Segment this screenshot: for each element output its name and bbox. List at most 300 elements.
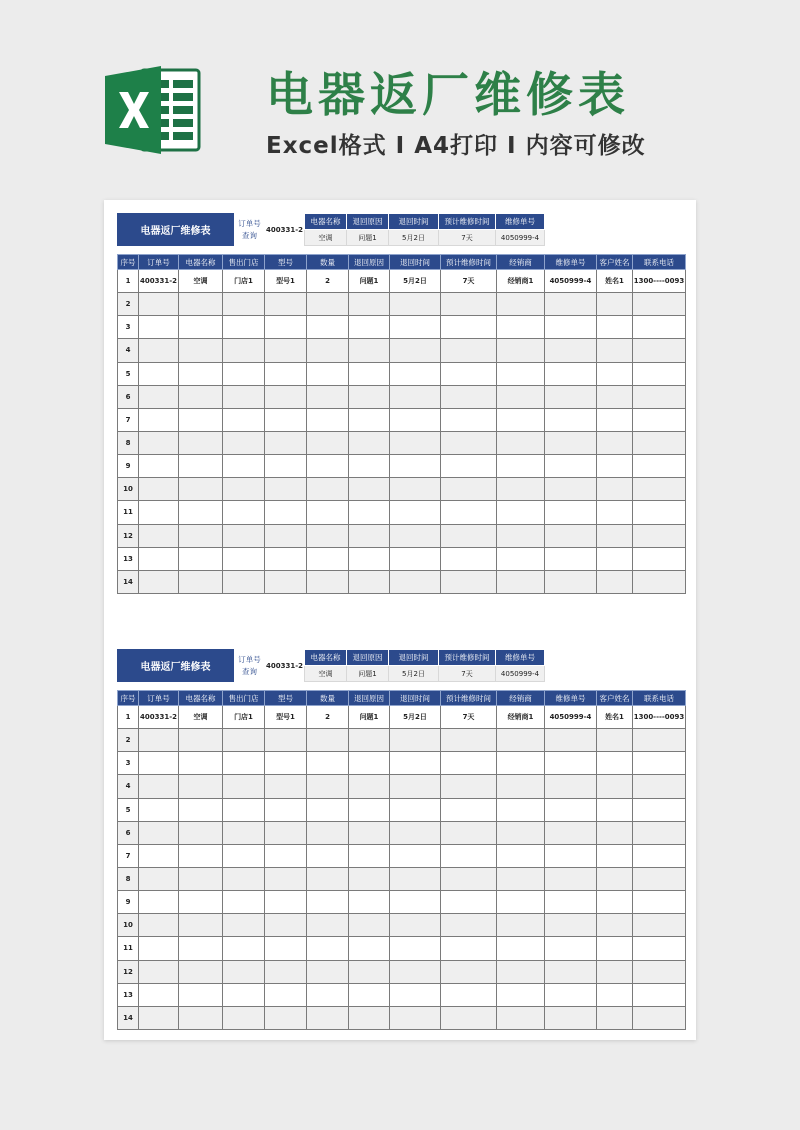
table-cell[interactable] bbox=[633, 408, 686, 431]
table-cell[interactable] bbox=[223, 478, 265, 501]
table-cell[interactable] bbox=[390, 570, 441, 593]
table-cell[interactable] bbox=[265, 867, 307, 890]
table-cell[interactable] bbox=[349, 937, 390, 960]
table-cell[interactable] bbox=[597, 408, 633, 431]
table-cell[interactable] bbox=[633, 798, 686, 821]
table-cell[interactable] bbox=[597, 867, 633, 890]
table-cell[interactable] bbox=[223, 983, 265, 1006]
table-cell[interactable] bbox=[497, 501, 545, 524]
table-cell[interactable] bbox=[307, 891, 349, 914]
table-cell[interactable] bbox=[265, 455, 307, 478]
table-cell[interactable] bbox=[223, 1006, 265, 1029]
table-cell[interactable] bbox=[497, 570, 545, 593]
table-cell[interactable] bbox=[307, 362, 349, 385]
table-cell[interactable] bbox=[441, 798, 497, 821]
table-cell[interactable] bbox=[223, 408, 265, 431]
table-cell[interactable]: 姓名1 bbox=[597, 270, 633, 293]
table-cell[interactable] bbox=[390, 524, 441, 547]
table-cell[interactable] bbox=[349, 547, 390, 570]
table-cell[interactable] bbox=[265, 431, 307, 454]
table-cell[interactable] bbox=[179, 821, 223, 844]
table-cell[interactable] bbox=[545, 960, 597, 983]
table-cell[interactable] bbox=[179, 293, 223, 316]
table-cell[interactable] bbox=[441, 478, 497, 501]
table-cell[interactable] bbox=[179, 524, 223, 547]
table-cell[interactable] bbox=[497, 316, 545, 339]
table-cell[interactable] bbox=[179, 914, 223, 937]
order-query-input[interactable]: 400331-2 bbox=[265, 213, 304, 246]
table-cell[interactable] bbox=[633, 570, 686, 593]
table-cell[interactable] bbox=[223, 431, 265, 454]
table-cell[interactable]: 经销商1 bbox=[497, 270, 545, 293]
table-cell[interactable] bbox=[390, 478, 441, 501]
table-cell[interactable] bbox=[349, 293, 390, 316]
table-cell[interactable] bbox=[497, 385, 545, 408]
table-cell[interactable] bbox=[307, 455, 349, 478]
table-cell[interactable] bbox=[179, 547, 223, 570]
table-cell[interactable] bbox=[179, 983, 223, 1006]
table-cell[interactable] bbox=[179, 339, 223, 362]
table-cell[interactable] bbox=[545, 570, 597, 593]
table-cell[interactable] bbox=[597, 937, 633, 960]
table-cell[interactable] bbox=[633, 891, 686, 914]
table-cell[interactable]: 空调 bbox=[179, 706, 223, 729]
table-cell[interactable] bbox=[223, 937, 265, 960]
table-cell[interactable] bbox=[497, 362, 545, 385]
table-cell[interactable] bbox=[497, 798, 545, 821]
table-cell[interactable] bbox=[633, 821, 686, 844]
table-cell[interactable] bbox=[441, 914, 497, 937]
table-cell[interactable] bbox=[597, 501, 633, 524]
table-cell[interactable] bbox=[597, 752, 633, 775]
table-cell[interactable]: 5月2日 bbox=[390, 706, 441, 729]
table-cell[interactable] bbox=[139, 960, 179, 983]
table-cell[interactable] bbox=[179, 455, 223, 478]
table-cell[interactable] bbox=[545, 478, 597, 501]
table-cell[interactable] bbox=[633, 478, 686, 501]
table-cell[interactable] bbox=[349, 339, 390, 362]
table-cell[interactable] bbox=[597, 914, 633, 937]
table-cell[interactable] bbox=[497, 937, 545, 960]
table-cell[interactable] bbox=[633, 914, 686, 937]
table-cell[interactable] bbox=[390, 914, 441, 937]
table-cell[interactable] bbox=[179, 385, 223, 408]
table-cell[interactable] bbox=[265, 385, 307, 408]
table-cell[interactable] bbox=[179, 316, 223, 339]
table-cell[interactable] bbox=[265, 914, 307, 937]
table-cell[interactable]: 门店1 bbox=[223, 706, 265, 729]
table-cell[interactable] bbox=[349, 983, 390, 1006]
table-cell[interactable] bbox=[441, 501, 497, 524]
table-cell[interactable] bbox=[390, 752, 441, 775]
table-cell[interactable] bbox=[265, 362, 307, 385]
table-cell[interactable] bbox=[179, 891, 223, 914]
table-cell[interactable] bbox=[633, 960, 686, 983]
table-cell[interactable] bbox=[179, 937, 223, 960]
table-cell[interactable] bbox=[545, 914, 597, 937]
table-cell[interactable] bbox=[390, 844, 441, 867]
table-cell[interactable] bbox=[441, 547, 497, 570]
table-cell[interactable] bbox=[390, 937, 441, 960]
table-cell[interactable] bbox=[139, 798, 179, 821]
table-cell[interactable] bbox=[441, 455, 497, 478]
table-cell[interactable] bbox=[390, 408, 441, 431]
table-cell[interactable] bbox=[307, 775, 349, 798]
table-cell[interactable]: 4050999-4 bbox=[545, 270, 597, 293]
table-cell[interactable]: 2 bbox=[307, 270, 349, 293]
table-cell[interactable] bbox=[633, 729, 686, 752]
table-cell[interactable] bbox=[390, 960, 441, 983]
table-cell[interactable] bbox=[441, 844, 497, 867]
table-cell[interactable] bbox=[597, 316, 633, 339]
table-cell[interactable] bbox=[545, 1006, 597, 1029]
table-cell[interactable]: 400331-2 bbox=[139, 270, 179, 293]
table-cell[interactable] bbox=[223, 385, 265, 408]
table-cell[interactable] bbox=[597, 339, 633, 362]
table-cell[interactable] bbox=[349, 431, 390, 454]
table-cell[interactable] bbox=[633, 775, 686, 798]
table-cell[interactable] bbox=[307, 316, 349, 339]
table-cell[interactable] bbox=[265, 752, 307, 775]
table-cell[interactable] bbox=[139, 570, 179, 593]
table-cell[interactable] bbox=[545, 524, 597, 547]
table-cell[interactable] bbox=[223, 798, 265, 821]
table-cell[interactable] bbox=[307, 914, 349, 937]
table-cell[interactable] bbox=[139, 501, 179, 524]
table-cell[interactable] bbox=[307, 821, 349, 844]
table-cell[interactable] bbox=[265, 729, 307, 752]
table-cell[interactable] bbox=[597, 844, 633, 867]
table-cell[interactable] bbox=[179, 752, 223, 775]
table-cell[interactable] bbox=[633, 524, 686, 547]
table-cell[interactable] bbox=[307, 293, 349, 316]
table-cell[interactable] bbox=[349, 775, 390, 798]
table-cell[interactable] bbox=[441, 385, 497, 408]
table-cell[interactable] bbox=[265, 316, 307, 339]
table-cell[interactable] bbox=[139, 937, 179, 960]
table-cell[interactable] bbox=[139, 844, 179, 867]
table-cell[interactable] bbox=[497, 547, 545, 570]
table-cell[interactable] bbox=[307, 524, 349, 547]
table-cell[interactable] bbox=[265, 478, 307, 501]
table-cell[interactable] bbox=[390, 821, 441, 844]
table-cell[interactable] bbox=[349, 455, 390, 478]
table-cell[interactable] bbox=[223, 752, 265, 775]
table-cell[interactable] bbox=[497, 891, 545, 914]
table-cell[interactable] bbox=[441, 293, 497, 316]
table-cell[interactable] bbox=[265, 844, 307, 867]
table-cell[interactable] bbox=[179, 431, 223, 454]
table-cell[interactable] bbox=[223, 914, 265, 937]
table-cell[interactable] bbox=[223, 362, 265, 385]
table-cell[interactable] bbox=[179, 478, 223, 501]
table-cell[interactable] bbox=[633, 937, 686, 960]
table-cell[interactable] bbox=[633, 844, 686, 867]
table-cell[interactable] bbox=[139, 431, 179, 454]
table-cell[interactable] bbox=[307, 339, 349, 362]
table-cell[interactable] bbox=[349, 729, 390, 752]
table-cell[interactable] bbox=[265, 547, 307, 570]
table-cell[interactable] bbox=[307, 431, 349, 454]
table-cell[interactable] bbox=[441, 408, 497, 431]
table-cell[interactable]: 问题1 bbox=[349, 270, 390, 293]
table-cell[interactable] bbox=[390, 547, 441, 570]
table-cell[interactable] bbox=[139, 729, 179, 752]
table-cell[interactable] bbox=[179, 960, 223, 983]
table-cell[interactable] bbox=[265, 821, 307, 844]
table-cell[interactable] bbox=[390, 775, 441, 798]
table-cell[interactable] bbox=[179, 729, 223, 752]
table-cell[interactable] bbox=[223, 316, 265, 339]
table-cell[interactable]: 问题1 bbox=[349, 706, 390, 729]
table-cell[interactable] bbox=[223, 455, 265, 478]
table-cell[interactable] bbox=[179, 775, 223, 798]
table-cell[interactable] bbox=[223, 524, 265, 547]
table-cell[interactable] bbox=[497, 729, 545, 752]
table-cell[interactable] bbox=[139, 385, 179, 408]
table-cell[interactable] bbox=[441, 937, 497, 960]
table-cell[interactable] bbox=[139, 293, 179, 316]
table-cell[interactable] bbox=[545, 293, 597, 316]
table-cell[interactable] bbox=[497, 524, 545, 547]
table-cell[interactable] bbox=[349, 752, 390, 775]
table-cell[interactable] bbox=[349, 524, 390, 547]
table-cell[interactable] bbox=[497, 431, 545, 454]
table-cell[interactable] bbox=[633, 501, 686, 524]
table-cell[interactable] bbox=[390, 362, 441, 385]
table-cell[interactable] bbox=[223, 729, 265, 752]
table-cell[interactable] bbox=[349, 844, 390, 867]
table-cell[interactable]: 门店1 bbox=[223, 270, 265, 293]
table-cell[interactable] bbox=[139, 455, 179, 478]
table-cell[interactable]: 姓名1 bbox=[597, 706, 633, 729]
table-cell[interactable] bbox=[265, 524, 307, 547]
table-cell[interactable] bbox=[633, 983, 686, 1006]
table-cell[interactable]: 2 bbox=[307, 706, 349, 729]
table-cell[interactable] bbox=[597, 729, 633, 752]
table-cell[interactable]: 1300----0093 bbox=[633, 706, 686, 729]
table-cell[interactable] bbox=[633, 431, 686, 454]
table-cell[interactable] bbox=[349, 914, 390, 937]
table-cell[interactable]: 400331-2 bbox=[139, 706, 179, 729]
table-cell[interactable] bbox=[179, 570, 223, 593]
table-cell[interactable] bbox=[265, 937, 307, 960]
table-cell[interactable] bbox=[441, 821, 497, 844]
table-cell[interactable] bbox=[179, 1006, 223, 1029]
table-cell[interactable] bbox=[307, 844, 349, 867]
table-cell[interactable] bbox=[349, 1006, 390, 1029]
table-cell[interactable] bbox=[597, 821, 633, 844]
table-cell[interactable] bbox=[307, 983, 349, 1006]
table-cell[interactable] bbox=[179, 844, 223, 867]
table-cell[interactable] bbox=[441, 524, 497, 547]
table-cell[interactable] bbox=[265, 891, 307, 914]
table-cell[interactable] bbox=[139, 362, 179, 385]
table-cell[interactable] bbox=[223, 339, 265, 362]
table-cell[interactable] bbox=[349, 798, 390, 821]
table-cell[interactable] bbox=[597, 524, 633, 547]
table-cell[interactable] bbox=[597, 798, 633, 821]
table-cell[interactable] bbox=[265, 339, 307, 362]
table-cell[interactable] bbox=[223, 570, 265, 593]
table-cell[interactable] bbox=[349, 891, 390, 914]
table-cell[interactable] bbox=[390, 1006, 441, 1029]
table-cell[interactable] bbox=[307, 501, 349, 524]
table-cell[interactable] bbox=[597, 1006, 633, 1029]
table-cell[interactable] bbox=[497, 408, 545, 431]
table-cell[interactable] bbox=[223, 960, 265, 983]
table-cell[interactable] bbox=[139, 547, 179, 570]
table-cell[interactable] bbox=[139, 821, 179, 844]
table-cell[interactable] bbox=[545, 385, 597, 408]
table-cell[interactable] bbox=[441, 339, 497, 362]
table-cell[interactable]: 7天 bbox=[441, 270, 497, 293]
table-cell[interactable] bbox=[497, 1006, 545, 1029]
table-cell[interactable] bbox=[441, 960, 497, 983]
table-cell[interactable]: 1300----0093 bbox=[633, 270, 686, 293]
table-cell[interactable] bbox=[441, 431, 497, 454]
table-cell[interactable] bbox=[223, 867, 265, 890]
table-cell[interactable]: 4050999-4 bbox=[545, 706, 597, 729]
table-cell[interactable] bbox=[349, 478, 390, 501]
table-cell[interactable] bbox=[390, 867, 441, 890]
table-cell[interactable] bbox=[545, 362, 597, 385]
table-cell[interactable] bbox=[349, 821, 390, 844]
table-cell[interactable] bbox=[597, 775, 633, 798]
table-cell[interactable]: 空调 bbox=[179, 270, 223, 293]
table-cell[interactable] bbox=[307, 729, 349, 752]
table-cell[interactable] bbox=[179, 362, 223, 385]
table-cell[interactable] bbox=[307, 798, 349, 821]
table-cell[interactable] bbox=[307, 960, 349, 983]
table-cell[interactable] bbox=[390, 431, 441, 454]
table-cell[interactable] bbox=[307, 570, 349, 593]
table-cell[interactable] bbox=[633, 752, 686, 775]
table-cell[interactable] bbox=[307, 937, 349, 960]
table-cell[interactable] bbox=[139, 339, 179, 362]
table-cell[interactable] bbox=[545, 891, 597, 914]
table-cell[interactable] bbox=[633, 455, 686, 478]
table-cell[interactable] bbox=[597, 891, 633, 914]
table-cell[interactable] bbox=[390, 385, 441, 408]
table-cell[interactable]: 7天 bbox=[441, 706, 497, 729]
table-cell[interactable] bbox=[545, 431, 597, 454]
table-cell[interactable] bbox=[139, 1006, 179, 1029]
table-cell[interactable] bbox=[307, 385, 349, 408]
table-cell[interactable] bbox=[390, 455, 441, 478]
table-cell[interactable] bbox=[390, 293, 441, 316]
table-cell[interactable] bbox=[545, 339, 597, 362]
table-cell[interactable] bbox=[441, 1006, 497, 1029]
table-cell[interactable] bbox=[349, 960, 390, 983]
table-cell[interactable] bbox=[139, 983, 179, 1006]
table-cell[interactable] bbox=[497, 914, 545, 937]
table-cell[interactable] bbox=[597, 960, 633, 983]
table-cell[interactable] bbox=[179, 867, 223, 890]
table-cell[interactable] bbox=[349, 362, 390, 385]
table-cell[interactable] bbox=[597, 455, 633, 478]
table-cell[interactable] bbox=[633, 293, 686, 316]
table-cell[interactable] bbox=[349, 501, 390, 524]
table-cell[interactable] bbox=[223, 775, 265, 798]
table-cell[interactable] bbox=[265, 983, 307, 1006]
table-cell[interactable] bbox=[633, 1006, 686, 1029]
table-cell[interactable] bbox=[497, 752, 545, 775]
table-cell[interactable] bbox=[441, 891, 497, 914]
table-cell[interactable] bbox=[139, 478, 179, 501]
table-cell[interactable] bbox=[545, 455, 597, 478]
table-cell[interactable] bbox=[390, 339, 441, 362]
table-cell[interactable] bbox=[139, 775, 179, 798]
table-cell[interactable] bbox=[497, 983, 545, 1006]
table-cell[interactable] bbox=[597, 293, 633, 316]
table-cell[interactable] bbox=[179, 501, 223, 524]
table-cell[interactable] bbox=[633, 316, 686, 339]
table-cell[interactable] bbox=[545, 501, 597, 524]
table-cell[interactable] bbox=[597, 362, 633, 385]
table-cell[interactable]: 经销商1 bbox=[497, 706, 545, 729]
table-cell[interactable] bbox=[441, 316, 497, 339]
table-cell[interactable] bbox=[349, 867, 390, 890]
table-cell[interactable] bbox=[441, 752, 497, 775]
table-cell[interactable] bbox=[497, 455, 545, 478]
order-query-input[interactable]: 400331-2 bbox=[265, 649, 304, 682]
table-cell[interactable] bbox=[390, 891, 441, 914]
table-cell[interactable] bbox=[545, 752, 597, 775]
table-cell[interactable] bbox=[497, 478, 545, 501]
table-cell[interactable] bbox=[633, 867, 686, 890]
table-cell[interactable] bbox=[265, 408, 307, 431]
table-cell[interactable] bbox=[545, 775, 597, 798]
table-cell[interactable] bbox=[349, 316, 390, 339]
table-cell[interactable] bbox=[390, 798, 441, 821]
table-cell[interactable]: 型号1 bbox=[265, 706, 307, 729]
table-cell[interactable] bbox=[497, 339, 545, 362]
table-cell[interactable] bbox=[349, 385, 390, 408]
table-cell[interactable] bbox=[390, 729, 441, 752]
table-cell[interactable] bbox=[307, 752, 349, 775]
table-cell[interactable] bbox=[223, 501, 265, 524]
table-cell[interactable] bbox=[497, 293, 545, 316]
table-cell[interactable] bbox=[265, 798, 307, 821]
table-cell[interactable]: 5月2日 bbox=[390, 270, 441, 293]
table-cell[interactable] bbox=[633, 362, 686, 385]
table-cell[interactable] bbox=[265, 570, 307, 593]
table-cell[interactable] bbox=[441, 729, 497, 752]
table-cell[interactable] bbox=[265, 1006, 307, 1029]
table-cell[interactable] bbox=[633, 385, 686, 408]
table-cell[interactable] bbox=[497, 821, 545, 844]
table-cell[interactable] bbox=[597, 547, 633, 570]
table-cell[interactable] bbox=[441, 775, 497, 798]
table-cell[interactable] bbox=[597, 431, 633, 454]
table-cell[interactable] bbox=[545, 729, 597, 752]
table-cell[interactable] bbox=[265, 960, 307, 983]
table-cell[interactable] bbox=[307, 547, 349, 570]
table-cell[interactable]: 型号1 bbox=[265, 270, 307, 293]
table-cell[interactable] bbox=[179, 798, 223, 821]
table-cell[interactable] bbox=[223, 293, 265, 316]
table-cell[interactable] bbox=[307, 867, 349, 890]
table-cell[interactable] bbox=[633, 339, 686, 362]
table-cell[interactable] bbox=[597, 570, 633, 593]
table-cell[interactable] bbox=[139, 891, 179, 914]
table-cell[interactable] bbox=[265, 501, 307, 524]
table-cell[interactable] bbox=[597, 983, 633, 1006]
table-cell[interactable] bbox=[139, 408, 179, 431]
table-cell[interactable] bbox=[441, 983, 497, 1006]
table-cell[interactable] bbox=[139, 752, 179, 775]
